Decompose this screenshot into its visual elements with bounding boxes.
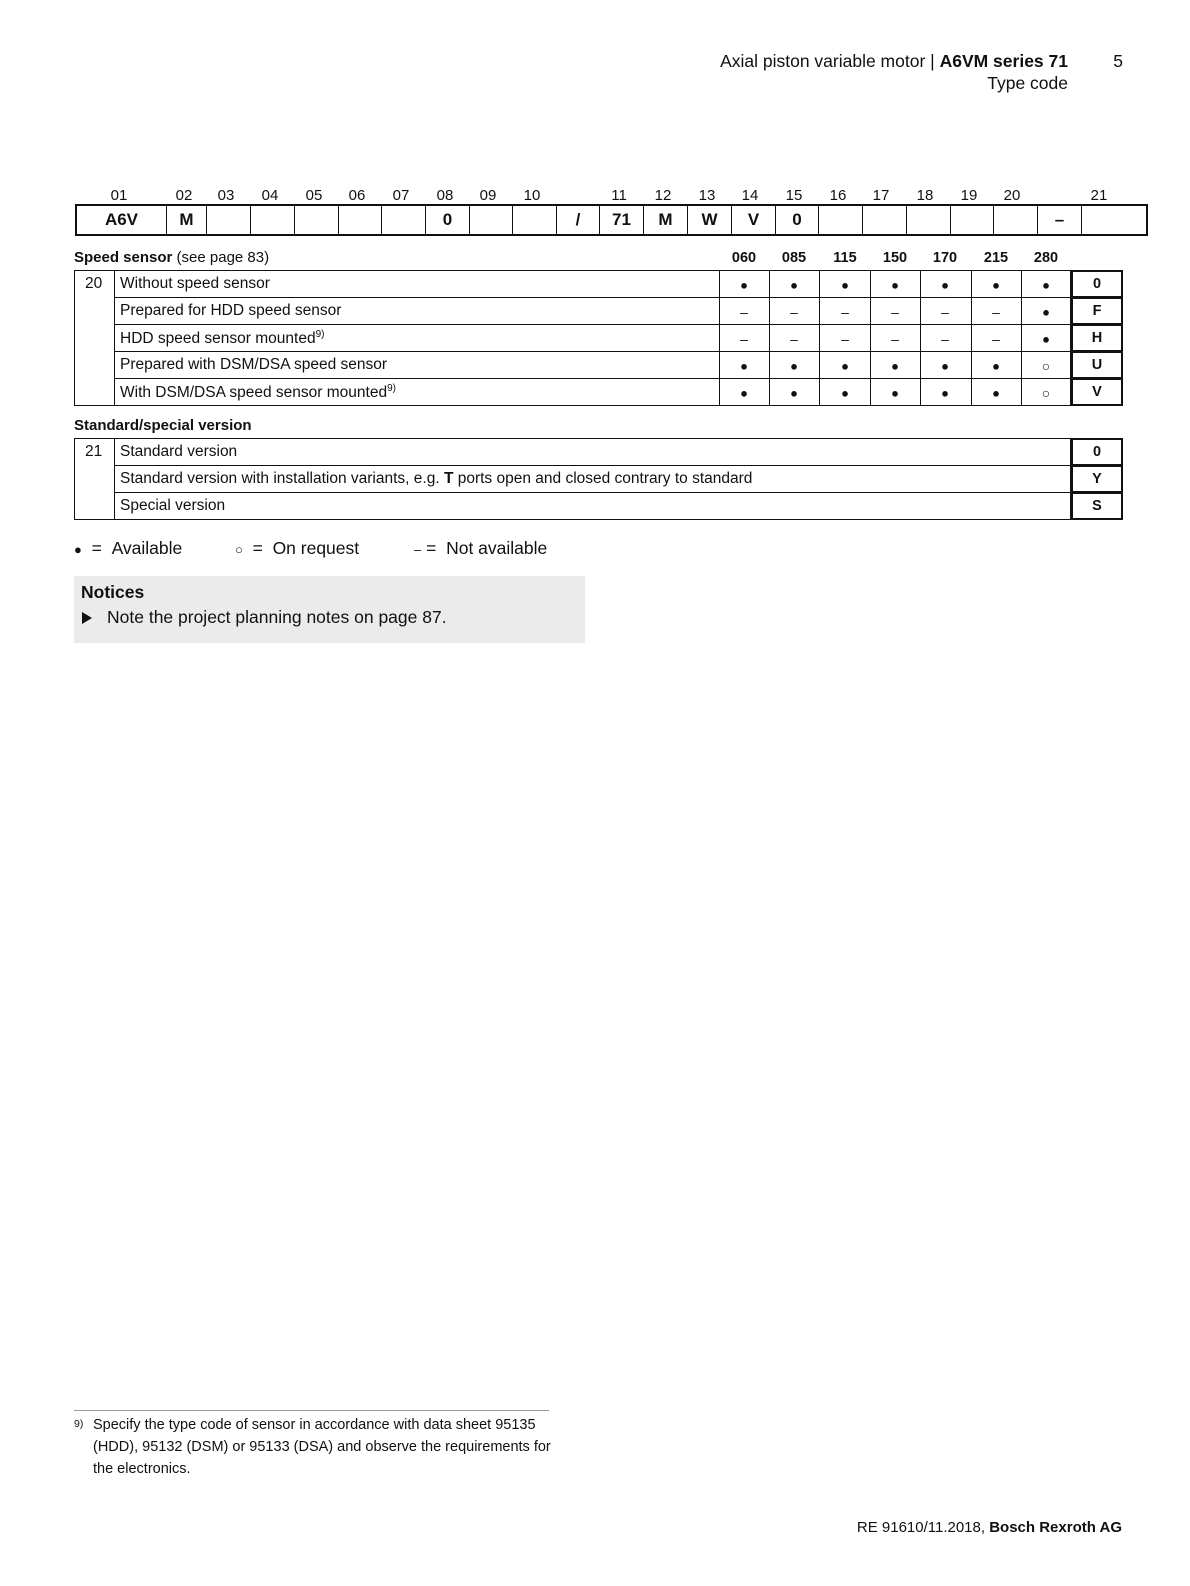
type-code-box <box>818 206 862 234</box>
open-circle-icon: ○ <box>1041 357 1051 374</box>
size-header: 085 <box>781 250 807 266</box>
filled-dot-icon: ● <box>841 277 849 292</box>
table-divider <box>870 270 871 405</box>
table-divider <box>114 270 115 405</box>
type-code-box: A6V <box>104 210 139 229</box>
table-row-label <box>120 383 396 402</box>
legend-eq: = <box>252 538 263 558</box>
open-circle-icon: ○ <box>235 542 243 557</box>
position-number: 10 <box>523 187 541 204</box>
dash-icon: – <box>941 330 949 347</box>
option-code: H <box>1071 324 1123 352</box>
filled-dot-icon: ● <box>941 385 949 400</box>
filled-dot-icon: ● <box>941 277 949 292</box>
filled-dot-icon: ● <box>891 277 899 292</box>
type-code-box <box>206 206 250 234</box>
title-prefix: Axial piston variable motor | <box>720 51 940 71</box>
table-row-label <box>120 329 324 348</box>
notices-box <box>74 576 585 643</box>
dash-icon: – <box>941 303 949 320</box>
filled-dot-icon: ● <box>790 358 798 373</box>
footnote-divider <box>74 1410 549 1411</box>
option-code: Y <box>1071 465 1123 493</box>
position-number: 21 <box>1090 187 1108 204</box>
table-divider <box>769 270 770 405</box>
type-code-box <box>862 206 906 234</box>
option-code: V <box>1071 378 1123 406</box>
type-code-box: W <box>687 206 731 234</box>
table-row-label <box>120 275 270 293</box>
row-divider <box>114 492 1071 493</box>
footnote-text: Specify the type code of sensor in accordance with data sheet 95135 (HDD), 95132 (DSM) or 95133 (DSA) and observe the requirements for the electronics. <box>93 1417 551 1477</box>
position-number: 05 <box>305 187 323 204</box>
footnote-mark: 9) <box>74 1418 84 1430</box>
filled-dot-icon: ● <box>790 385 798 400</box>
speed-sensor-heading-text: Speed sensor <box>74 249 173 266</box>
position-number: 02 <box>175 187 193 204</box>
filled-dot-icon: ● <box>992 385 1000 400</box>
table-row-label: Special version <box>120 497 226 514</box>
row-label-text: Prepared for HDD speed sensor <box>120 302 342 319</box>
type-code-box <box>338 206 381 234</box>
row-divider <box>114 465 1071 466</box>
position-number: 21 <box>85 443 103 460</box>
row-label-text: Standard version with installation variants, e.g. <box>120 470 444 487</box>
dash-icon: – <box>790 303 798 320</box>
filled-dot-icon: ● <box>992 277 1000 292</box>
filled-dot-icon: ● <box>740 358 748 373</box>
legend-eq: = <box>426 538 437 558</box>
type-code-box <box>250 206 294 234</box>
position-number: 13 <box>698 187 716 204</box>
table-divider <box>114 438 115 519</box>
page-footer <box>857 1519 1122 1536</box>
filled-dot-icon: ● <box>790 277 798 292</box>
type-code-box: – <box>1037 206 1081 234</box>
table-divider <box>920 270 921 405</box>
row-divider <box>114 297 1071 298</box>
open-circle-icon: ○ <box>1041 384 1051 401</box>
option-code: 0 <box>1071 438 1123 466</box>
dash-icon: – <box>740 303 748 320</box>
position-number: 08 <box>436 187 454 204</box>
table-divider <box>719 270 720 405</box>
legend-available <box>74 538 182 559</box>
legend-text: Not available <box>446 538 548 558</box>
option-code: F <box>1071 297 1123 325</box>
table-row-label <box>120 470 752 488</box>
row-label-text: Prepared with DSM/DSA speed sensor <box>120 356 388 373</box>
row-divider <box>114 324 1071 325</box>
dash-icon: – <box>414 542 422 557</box>
filled-dot-icon: ● <box>992 358 1000 373</box>
size-header: 150 <box>882 250 908 266</box>
filled-dot-icon: ● <box>891 358 899 373</box>
size-header: 115 <box>833 250 857 266</box>
filled-dot-icon: ● <box>841 385 849 400</box>
speed-sensor-page-ref: (see page 83) <box>176 249 270 266</box>
filled-dot-icon: ● <box>841 358 849 373</box>
position-number: 15 <box>785 187 803 204</box>
type-code-box: M <box>166 206 206 234</box>
legend-text: Available <box>111 538 183 558</box>
dash-icon: – <box>790 330 798 347</box>
option-code: 0 <box>1071 270 1123 298</box>
document-reference: RE 91610/11.2018, <box>856 1519 990 1536</box>
filled-dot-icon: ● <box>1042 331 1050 346</box>
type-code-box: 71 <box>599 206 643 234</box>
size-header: 215 <box>983 250 1009 266</box>
dash-icon: – <box>841 303 849 320</box>
type-code-box: 0 <box>775 206 818 234</box>
footnote-ref: 9) <box>387 383 396 394</box>
legend-eq: = <box>91 538 102 558</box>
footnote-ref: 9) <box>315 329 325 340</box>
section-title: Type code <box>987 73 1068 93</box>
position-number: 04 <box>261 187 279 204</box>
dash-icon: – <box>740 330 748 347</box>
filled-dot-icon: ● <box>891 385 899 400</box>
filled-dot-icon: ● <box>1042 277 1050 292</box>
dash-icon: – <box>891 330 899 347</box>
type-code-box <box>906 206 950 234</box>
filled-dot-icon: ● <box>941 358 949 373</box>
type-code-box <box>1081 206 1148 234</box>
row-label-text: Without speed sensor <box>120 275 270 292</box>
position-number: 06 <box>348 187 366 204</box>
position-number: 11 <box>611 187 627 204</box>
size-header: 170 <box>932 250 958 266</box>
table-row-label: Standard version <box>120 443 238 460</box>
option-code: S <box>1071 492 1123 520</box>
row-divider <box>114 351 1071 352</box>
type-code-box: M <box>643 206 687 234</box>
dash-icon: – <box>841 330 849 347</box>
type-code-box: 0 <box>425 206 469 234</box>
company-name: Bosch Rexroth AG <box>989 1519 1122 1536</box>
type-code-box: / <box>556 206 599 234</box>
page-number: 5 <box>1113 51 1123 71</box>
type-code-box <box>381 206 425 234</box>
table-divider <box>971 270 972 405</box>
row-divider <box>114 378 1071 379</box>
size-header: 060 <box>731 250 757 266</box>
dash-icon: – <box>992 330 1000 347</box>
row-label-text: With DSM/DSA speed sensor mounted <box>120 384 388 402</box>
type-code-box: V <box>731 206 775 234</box>
title-product: A6VM series 71 <box>939 51 1068 71</box>
table-divider <box>819 270 820 405</box>
position-number: 18 <box>916 187 934 204</box>
type-code-box <box>993 206 1037 234</box>
type-code-box <box>294 206 338 234</box>
table-row-label <box>120 356 387 374</box>
row-label-text: T <box>443 470 454 487</box>
position-number: 09 <box>479 187 497 204</box>
legend-text: On request <box>272 538 360 558</box>
position-number: 07 <box>392 187 410 204</box>
legend-on-request <box>235 538 359 559</box>
notices-item: Note the project planning notes on page 87. <box>107 607 447 627</box>
position-number: 03 <box>217 187 235 204</box>
position-number: 19 <box>960 187 978 204</box>
type-code-box <box>469 206 512 234</box>
type-code-strip <box>75 204 1148 236</box>
position-number: 14 <box>741 187 759 204</box>
document-title <box>720 51 1068 72</box>
triangle-bullet-icon <box>82 612 92 624</box>
filled-dot-icon: ● <box>1042 304 1050 319</box>
filled-dot-icon: ● <box>74 542 82 557</box>
dash-icon: – <box>891 303 899 320</box>
table-divider <box>1021 270 1022 405</box>
row-label-text: HDD speed sensor mounted <box>120 330 316 348</box>
type-code-box <box>512 206 556 234</box>
table-row-label <box>120 302 341 320</box>
version-heading: Standard/special version <box>74 417 252 434</box>
dash-icon: – <box>992 303 1000 320</box>
filled-dot-icon: ● <box>740 277 748 292</box>
filled-dot-icon: ● <box>740 385 748 400</box>
position-number: 16 <box>829 187 847 204</box>
row-label-text: ports open and closed contrary to standard <box>453 470 753 487</box>
speed-sensor-heading <box>74 249 269 266</box>
position-number: 12 <box>654 187 672 204</box>
position-number: 17 <box>872 187 890 204</box>
size-header: 280 <box>1033 250 1059 266</box>
legend-not-available <box>414 538 547 559</box>
position-number: 01 <box>110 187 128 204</box>
option-code: U <box>1071 351 1123 379</box>
position-number: 20 <box>85 275 103 292</box>
notices-title: Notices <box>81 582 145 602</box>
type-code-box <box>950 206 993 234</box>
position-number: 20 <box>1003 187 1021 204</box>
